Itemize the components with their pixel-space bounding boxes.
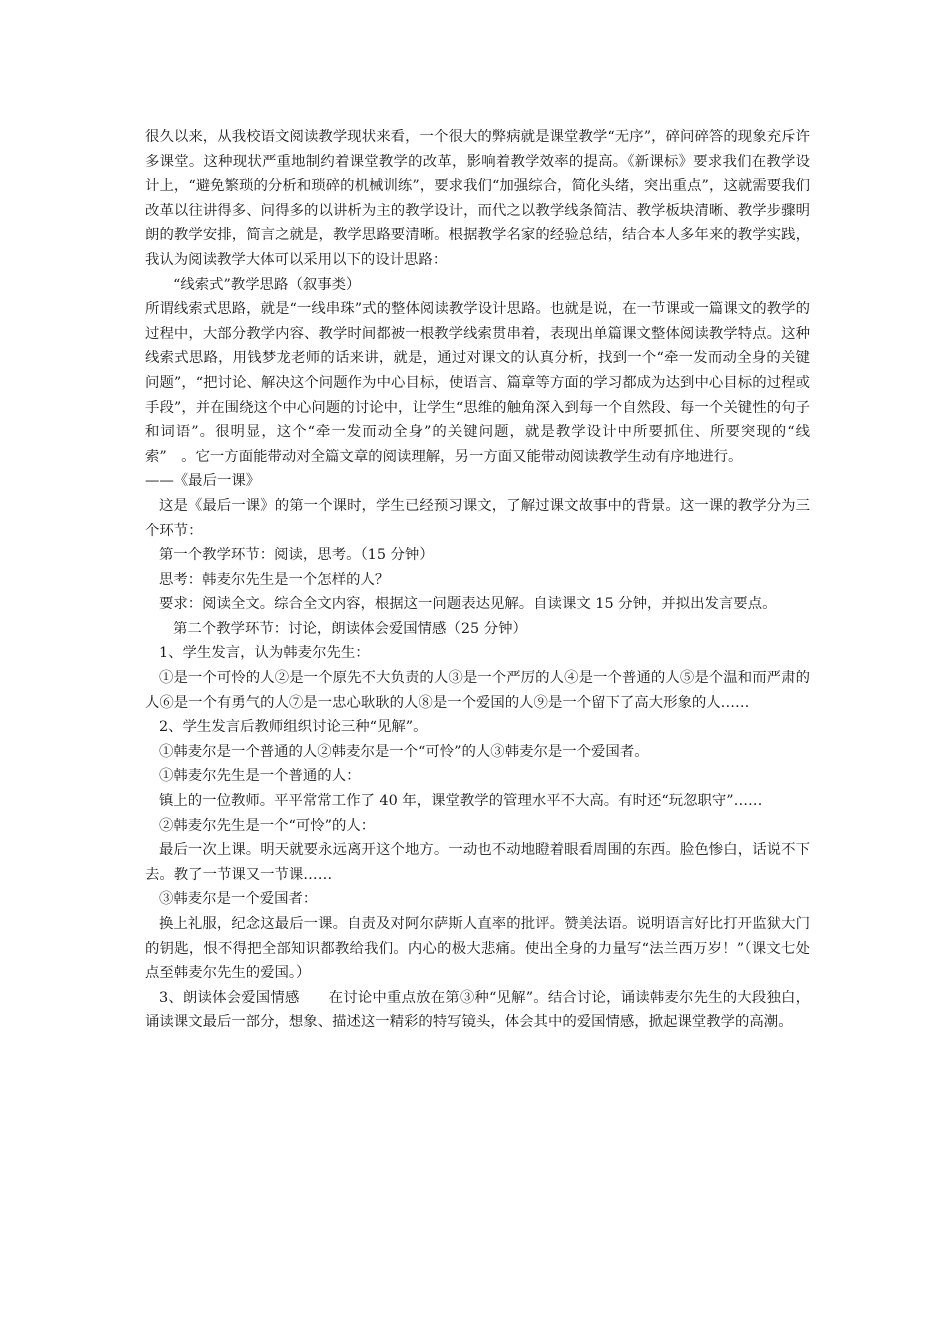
view-three-detail: 换上礼服，纪念这最后一课。自责及对阿尔萨斯人直率的批评。赞美法语。说明语言好比打开监狱大门的钥匙，恨不得把全部知识都教给我们。内心的极大悲痛。使出全身的力量写“法兰西万岁！”（课文七处点至韩麦尔先生的爱国。）	[145, 916, 810, 982]
step-one-question: 思考：韩麦尔先生是一个怎样的人？	[159, 571, 390, 588]
clue-approach-paragraph: 所谓线索式思路，就是“一线串珠”式的整体阅读教学设计思路。也就是说，在一节课或一篇课文的教学的过程中，大部分教学内容、教学时间都被一根教学线索贯串着，表现出单篇课文整体阅读教学特点。这种线索式思路，用钱梦龙老师的话来讲，就是，通过对课文的认真分析，找到一个“牵一发而动全身的关键问题”，“把讨论、解决这个问题作为中心目标，使语言、篇章等方面的学习都成为达到中心目标的过程或手段”，并在围绕这个中心问题的讨论中，让学生“思维的触角深入到每一个自然段、每一个关键性的句子和词语”。很明显，这个“牵一发而动全身”的关键问题，就是教学设计中所要抓住、所要突现的“线索” 。它一方面能带动对全篇文章的阅读理解，另一方面又能带动阅读教学生动有序地进行。	[145, 301, 810, 465]
step-two-item-three: 3、朗读体会爱国情感 在讨论中重点放在第③种“见解”。结合讨论，诵读韩麦尔先生的大段独白，诵读课文最后一部分，想象、描述这一精彩的特写镜头，体会其中的爱国情感，掀起课堂教学的高潮。	[145, 989, 810, 1031]
view-three-heading: ③韩麦尔是一个爱国者：	[159, 891, 318, 908]
document-body	[145, 125, 810, 1035]
lesson-title: ——《最后一课》	[145, 473, 261, 490]
step-one-heading: 第一个教学环节：阅读，思考。（15 分钟）	[159, 547, 434, 564]
section-heading-clue-approach: “线索式”教学思路（叙事类）	[173, 276, 361, 293]
intro-paragraph: 很久以来，从我校语文阅读教学现状来看，一个很大的弊病就是课堂教学“无序”，碎问碎答的现象充斥许多课堂。这种现状严重地制约着课堂教学的改革，影响着教学效率的提高。《新课标》要求我们在教学设计上，“避免繁琐的分析和琐碎的机械训练”，要求我们“加强综合，简化头绪，突出重点”，这就需要我们改革以往讲得多、问得多的以讲析为主的教学设计，而代之以教学线条简洁、教学板块清晰、教学步骤明朗的教学安排，简言之就是，教学思路要清晰。根据教学名家的经验总结，结合本人多年来的教学实践，我认为阅读教学大体可以采用以下的设计思路：	[145, 129, 810, 268]
step-two-item-one: 1、学生发言，认为韩麦尔先生：	[159, 645, 370, 662]
step-one-requirement: 要求：阅读全文。综合全文内容，根据这一问题表达见解。自读课文 15 分钟，并拟出发言要点。	[159, 596, 777, 613]
step-two-heading: 第二个教学环节：讨论，朗读体会爱国情感（25 分钟）	[173, 620, 527, 637]
student-views-list: ①是一个可怜的人②是一个原先不大负责的人③是一个严厉的人④是一个普通的人⑤是个温和而严肃的人⑥是一个有勇气的人⑦是一忠心耿耿的人⑧是一个爱国的人⑨是一个留下了高大形象的人……	[145, 670, 810, 711]
step-two-item-two: 2、学生发言后教师组织讨论三种“见解”。	[159, 719, 428, 736]
lesson-intro-paragraph: 这是《最后一课》的第一个课时，学生已经预习课文，了解过课文故事中的背景。这一课的教学分为三个环节：	[145, 497, 810, 539]
view-two-detail: 最后一次上课。明天就要永远离开这个地方。一动也不动地瞪着眼看周围的东西。脸色惨白，话说不下去。教了一节课又一节课……	[145, 842, 810, 883]
three-views-summary: ①韩麦尔是一个普通的人②韩麦尔是一个“可怜”的人③韩麦尔是一个爱国者。	[159, 743, 649, 760]
view-one-detail: 镇上的一位教师。平平常常工作了 40 年，课堂教学的管理水平不大高。有时还“玩忽职守”……	[159, 793, 763, 810]
view-two-heading: ②韩麦尔先生是一个“可怜”的人：	[159, 817, 376, 834]
view-one-heading: ①韩麦尔先生是一个普通的人：	[159, 768, 361, 785]
